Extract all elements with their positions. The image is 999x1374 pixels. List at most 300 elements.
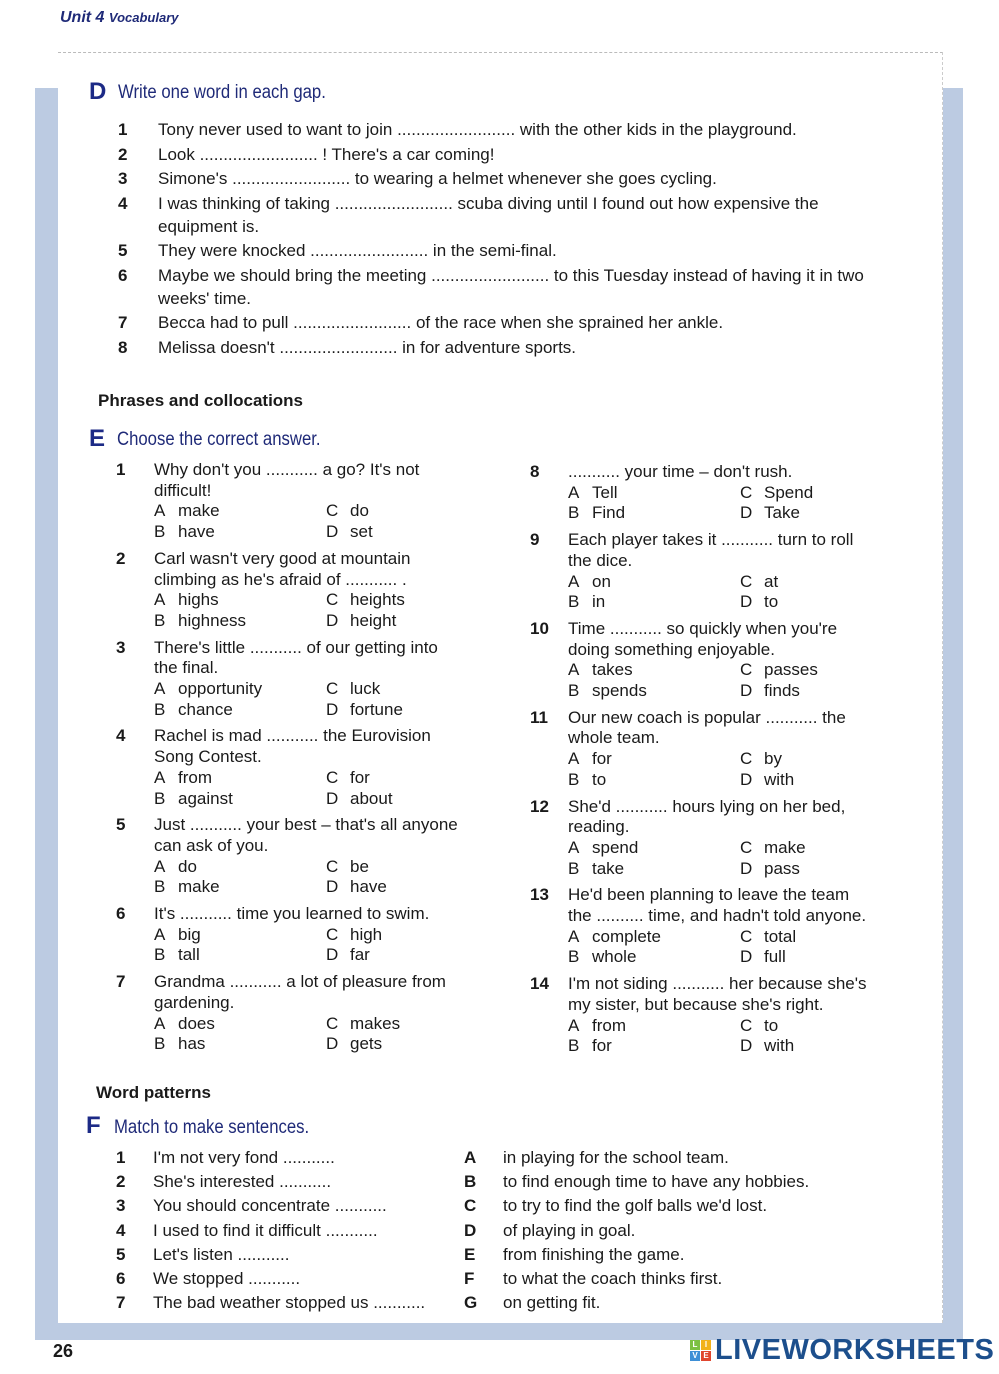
answer-option-c[interactable]	[326, 925, 476, 946]
option-letter: C	[326, 856, 339, 876]
question-body	[154, 972, 476, 1055]
item-number: 5	[118, 241, 128, 260]
question-item	[116, 460, 476, 543]
question-body	[154, 638, 476, 721]
sentence-ending[interactable]: in playing for the school team.	[503, 1148, 729, 1167]
option-letter: B	[154, 877, 166, 897]
question-text: It's ........... time you learned to swim.	[154, 904, 430, 924]
question-number: 5	[116, 815, 126, 835]
answer-option-b[interactable]	[154, 877, 326, 898]
option-text: from	[592, 1015, 626, 1035]
option-letter: D	[740, 592, 753, 612]
match-row	[116, 1148, 809, 1172]
answer-options	[568, 927, 890, 968]
question-number: 11	[530, 707, 548, 727]
question-number: 6	[116, 904, 126, 924]
answer-options	[154, 590, 476, 631]
section-e-right-column	[530, 462, 890, 1063]
question-body	[154, 726, 476, 809]
answer-option-a[interactable]	[568, 749, 740, 770]
answer-options	[568, 572, 890, 613]
option-text: total	[764, 926, 797, 946]
option-letter: B	[568, 592, 580, 612]
option-text: to	[764, 1015, 779, 1035]
option-text: Tell	[592, 482, 618, 502]
option-text: have	[350, 877, 387, 897]
answer-option-a[interactable]	[154, 1014, 326, 1035]
question-text: Grandma ........... a lot of pleasure from gardening.	[154, 972, 446, 1012]
option-letter: A	[568, 837, 580, 857]
question-body	[568, 619, 890, 702]
question-item	[530, 974, 890, 1057]
row-number: 2	[116, 1172, 126, 1192]
row-number: 5	[116, 1244, 126, 1264]
item-sentence: Simone's ......................... to wearing a helmet whenever she goes cycling.	[158, 169, 717, 188]
option-text: highs	[178, 590, 219, 610]
liveworksheets-logo	[690, 1334, 994, 1367]
answer-option-c[interactable]	[740, 749, 890, 770]
answer-option-c[interactable]	[326, 857, 476, 878]
answer-option-c[interactable]	[740, 838, 890, 859]
option-text: on	[592, 571, 611, 591]
answer-options	[154, 925, 476, 966]
answer-options	[568, 483, 890, 524]
question-body	[568, 974, 890, 1057]
match-row	[116, 1196, 809, 1220]
section-d-title: Write one word in each gap.	[118, 82, 326, 103]
option-text: take	[592, 858, 625, 878]
option-letter: C	[326, 679, 339, 699]
logo-tiles-icon	[690, 1340, 711, 1361]
answer-option-c[interactable]	[326, 679, 476, 700]
sentence-ending[interactable]: on getting fit.	[503, 1293, 601, 1313]
answer-option-a[interactable]	[154, 501, 326, 522]
option-text: make	[178, 501, 220, 521]
answer-option-b[interactable]	[154, 700, 326, 721]
item-sentence: Maybe we should bring the meeting ......................... to this Tuesday instead of having it in two weeks' time.	[158, 265, 864, 308]
option-text: heights	[350, 590, 405, 610]
ending-letter: B	[464, 1172, 477, 1192]
option-letter: B	[154, 610, 166, 630]
answer-option-b[interactable]	[568, 681, 740, 702]
option-text: Find	[592, 503, 626, 523]
answer-option-b[interactable]	[154, 611, 326, 632]
question-item	[530, 885, 890, 968]
word-patterns-heading: Word patterns	[96, 1083, 211, 1102]
question-item	[530, 797, 890, 880]
option-letter: C	[740, 571, 753, 591]
question-body	[568, 462, 890, 524]
answer-option-a[interactable]	[154, 857, 326, 878]
answer-option-c[interactable]	[740, 660, 890, 681]
option-letter: B	[154, 788, 166, 808]
gap-item	[118, 239, 898, 262]
answer-option-c[interactable]	[326, 501, 476, 522]
answer-option-b[interactable]	[154, 789, 326, 810]
answer-option-b[interactable]	[154, 945, 326, 966]
answer-option-a[interactable]	[568, 927, 740, 948]
question-body	[568, 708, 890, 791]
option-letter: C	[740, 749, 753, 769]
section-f-letter: F	[86, 1112, 101, 1139]
option-letter: A	[154, 856, 166, 876]
gap-item	[118, 143, 898, 166]
answer-option-c[interactable]	[740, 1016, 890, 1037]
sentence-start[interactable]: I'm not very fond ...........	[153, 1148, 335, 1167]
answer-option-c[interactable]	[740, 572, 890, 593]
row-number: 4	[116, 1220, 126, 1240]
question-text: Rachel is mad ........... the Eurovision Song Contest.	[154, 726, 431, 767]
answer-option-d[interactable]	[740, 592, 890, 613]
option-letter: C	[326, 767, 339, 787]
answer-option-a[interactable]	[568, 660, 740, 681]
row-number: 7	[116, 1293, 126, 1313]
sentence-start[interactable]: I used to find it difficult ...........	[153, 1220, 378, 1240]
option-text: fortune	[350, 699, 403, 719]
answer-options	[154, 1014, 476, 1055]
option-text: with	[764, 769, 795, 789]
option-text: against	[178, 788, 233, 808]
answer-option-b[interactable]	[568, 592, 740, 613]
option-letter: D	[740, 947, 753, 967]
option-text: complete	[592, 926, 661, 946]
sentence-start[interactable]: You should concentrate ...........	[153, 1196, 387, 1216]
item-sentence: They were knocked ......................... in the semi-final.	[158, 241, 557, 260]
answer-options	[154, 857, 476, 898]
option-text: luck	[350, 679, 381, 699]
sentence-ending[interactable]: to what the coach thinks first.	[503, 1268, 723, 1288]
section-label: Vocabulary	[108, 10, 179, 25]
option-letter: D	[740, 1036, 753, 1056]
gap-item	[118, 167, 898, 190]
item-number: 2	[118, 144, 128, 164]
option-letter: A	[154, 767, 166, 787]
option-text: from	[178, 767, 212, 787]
question-text: Why don't you ........... a go? It's not difficult!	[154, 460, 420, 500]
match-row	[116, 1172, 809, 1196]
answer-option-a[interactable]	[154, 679, 326, 700]
option-text: spend	[592, 837, 639, 857]
section-f-list	[116, 1148, 809, 1317]
option-letter: D	[740, 681, 753, 701]
gap-item	[118, 192, 898, 238]
answer-option-c[interactable]	[326, 590, 476, 611]
item-number: 4	[118, 193, 128, 213]
option-letter: B	[568, 769, 580, 789]
logo-tile: E	[701, 1351, 711, 1361]
answer-options	[154, 679, 476, 720]
answer-options	[568, 838, 890, 879]
question-text: He'd been planning to leave the team the .......... time, and hadn't told anyone.	[568, 885, 867, 926]
option-letter: A	[568, 482, 580, 502]
match-row	[116, 1269, 809, 1293]
match-row	[116, 1245, 809, 1269]
question-text: Each player takes it ........... turn to roll the dice.	[568, 530, 854, 570]
answer-option-d[interactable]	[326, 700, 476, 721]
answer-option-d[interactable]	[740, 947, 890, 968]
option-letter: C	[326, 1013, 339, 1033]
option-text: full	[764, 947, 786, 967]
item-number: 1	[118, 120, 128, 139]
answer-option-a[interactable]	[154, 590, 326, 611]
ending-letter: C	[464, 1196, 477, 1216]
gap-item	[118, 336, 898, 359]
answer-option-b[interactable]	[568, 1036, 740, 1057]
option-letter: B	[568, 503, 580, 523]
question-body	[154, 549, 476, 632]
option-letter: A	[568, 749, 580, 769]
option-text: tall	[178, 945, 200, 965]
option-text: passes	[764, 660, 818, 680]
logo-tile: L	[690, 1340, 700, 1350]
answer-option-b[interactable]	[568, 947, 740, 968]
option-letter: D	[326, 877, 339, 897]
section-e-title: Choose the correct answer.	[117, 429, 321, 450]
option-text: make	[764, 837, 806, 857]
gap-item	[118, 118, 898, 141]
option-letter: B	[568, 681, 580, 701]
question-item	[530, 619, 890, 702]
answer-option-a[interactable]	[568, 838, 740, 859]
question-text: Just ........... your best – that's all anyone can ask of you.	[154, 815, 458, 855]
answer-option-a[interactable]	[154, 768, 326, 789]
option-letter: C	[740, 1015, 753, 1035]
answer-option-c[interactable]	[740, 927, 890, 948]
option-text: pass	[764, 858, 800, 878]
option-text: opportunity	[178, 679, 263, 699]
question-body	[154, 460, 476, 543]
answer-option-d[interactable]	[740, 859, 890, 880]
sentence-ending[interactable]: to try to find the golf balls we'd lost.	[503, 1196, 768, 1216]
option-letter: C	[326, 501, 339, 521]
question-item	[116, 815, 476, 898]
option-letter: A	[154, 501, 166, 521]
question-number: 3	[116, 637, 126, 657]
question-number: 13	[530, 885, 549, 905]
sentence-ending[interactable]: of playing in goal.	[503, 1220, 636, 1240]
row-number: 6	[116, 1268, 126, 1288]
answer-options	[154, 768, 476, 809]
option-letter: B	[154, 522, 166, 542]
match-row	[116, 1293, 809, 1317]
logo-text: LIVEWORKSHEETS	[715, 1334, 995, 1366]
option-letter: C	[326, 924, 339, 944]
unit-header	[60, 9, 179, 27]
sentence-start[interactable]: We stopped ...........	[153, 1268, 301, 1288]
question-text: Carl wasn't very good at mountain climbing as he's afraid of ........... .	[154, 548, 411, 589]
option-text: has	[178, 1034, 206, 1054]
option-letter: D	[740, 769, 753, 789]
question-number: 9	[530, 530, 540, 550]
sentence-start[interactable]: The bad weather stopped us ...........	[153, 1293, 426, 1313]
question-item	[116, 549, 476, 632]
option-letter: D	[326, 699, 339, 719]
option-text: do	[350, 501, 369, 521]
option-text: make	[178, 877, 220, 897]
option-letter: C	[740, 660, 753, 680]
section-d-list	[118, 118, 898, 360]
option-text: highness	[178, 610, 247, 630]
option-letter: A	[568, 571, 580, 591]
question-item	[116, 972, 476, 1055]
option-text: big	[178, 924, 201, 944]
option-text: have	[178, 522, 215, 542]
page-number: 26	[53, 1341, 74, 1361]
answer-options	[568, 749, 890, 790]
option-text: Take	[764, 503, 800, 523]
option-letter: A	[154, 924, 166, 944]
option-text: set	[350, 522, 373, 542]
question-body	[568, 885, 890, 968]
option-text: finds	[764, 681, 800, 701]
row-number: 1	[116, 1148, 126, 1167]
answer-option-a[interactable]	[568, 572, 740, 593]
answer-option-c[interactable]	[740, 483, 890, 504]
question-number: 2	[116, 548, 126, 568]
question-number: 7	[116, 972, 126, 992]
option-text: do	[178, 856, 197, 876]
question-text: I'm not siding ........... her because she's my sister, but because she's right.	[568, 974, 867, 1014]
item-sentence: Tony never used to want to join ......................... with the other kids in the playground.	[158, 120, 797, 139]
option-text: to	[592, 769, 607, 789]
question-number: 8	[530, 462, 540, 481]
answer-option-c[interactable]	[326, 768, 476, 789]
option-letter: B	[568, 1036, 580, 1056]
option-letter: A	[568, 660, 580, 680]
option-letter: A	[568, 1015, 580, 1035]
option-letter: A	[154, 679, 166, 699]
item-sentence: Melissa doesn't ......................... in for adventure sports.	[158, 337, 577, 357]
answer-option-d[interactable]	[326, 522, 476, 543]
answer-option-a[interactable]	[568, 1016, 740, 1037]
option-text: far	[350, 945, 370, 965]
option-text: with	[764, 1036, 795, 1056]
option-letter: D	[326, 1034, 339, 1054]
option-text: to	[764, 592, 779, 612]
row-number: 3	[116, 1196, 126, 1216]
item-number: 8	[118, 337, 128, 357]
answer-option-d[interactable]	[740, 770, 890, 791]
item-sentence: I was thinking of taking ......................... scuba diving until I found out how expensive the equipment is.	[158, 193, 819, 236]
sentence-start[interactable]: Let's listen ...........	[153, 1244, 290, 1264]
question-text: ........... your time – don't rush.	[568, 462, 793, 481]
match-row	[116, 1221, 809, 1245]
answer-option-d[interactable]	[740, 1036, 890, 1057]
question-item	[530, 530, 890, 613]
question-number: 1	[116, 460, 126, 479]
question-item	[116, 638, 476, 721]
option-letter: D	[326, 522, 339, 542]
section-e-letter: E	[89, 425, 106, 452]
ending-letter: E	[464, 1244, 476, 1264]
answer-option-c[interactable]	[326, 1014, 476, 1035]
question-item	[530, 462, 890, 524]
question-text: Time ........... so quickly when you're doing something enjoyable.	[568, 618, 838, 659]
question-number: 10	[530, 618, 549, 638]
option-text: gets	[350, 1034, 383, 1054]
answer-options	[154, 501, 476, 542]
question-body	[154, 815, 476, 898]
option-letter: B	[568, 858, 580, 878]
option-text: in	[592, 592, 606, 612]
sentence-ending[interactable]: from finishing the game.	[503, 1244, 685, 1264]
ending-letter: F	[464, 1268, 475, 1288]
sentence-start[interactable]: She's interested ...........	[153, 1172, 332, 1192]
ending-letter: D	[464, 1220, 477, 1240]
option-letter: D	[740, 858, 753, 878]
option-text: Spend	[764, 482, 814, 502]
answer-option-d[interactable]	[326, 611, 476, 632]
option-text: height	[350, 610, 397, 630]
option-text: takes	[592, 660, 633, 680]
question-text: There's little ........... of our getting into the final.	[154, 637, 438, 678]
answer-option-b[interactable]	[568, 859, 740, 880]
option-text: for	[350, 767, 370, 787]
item-number: 6	[118, 265, 128, 285]
ending-letter: G	[464, 1293, 478, 1313]
option-letter: D	[326, 610, 339, 630]
question-number: 14	[530, 974, 549, 994]
question-text: Our new coach is popular ........... the whole team.	[568, 707, 846, 748]
section-d-letter: D	[89, 78, 107, 105]
item-sentence: Look ......................... ! There's a car coming!	[158, 144, 495, 164]
question-body	[154, 904, 476, 966]
answer-option-d[interactable]	[326, 789, 476, 810]
answer-option-b[interactable]	[154, 522, 326, 543]
answer-option-d[interactable]	[740, 681, 890, 702]
section-f-title: Match to make sentences.	[114, 1117, 310, 1138]
option-letter: D	[740, 503, 753, 523]
option-letter: A	[154, 1013, 166, 1033]
answer-option-a[interactable]	[154, 925, 326, 946]
phrases-heading: Phrases and collocations	[98, 391, 304, 410]
option-text: be	[350, 856, 369, 876]
option-text: high	[350, 924, 383, 944]
logo-tile: I	[701, 1340, 711, 1350]
sentence-ending[interactable]: to find enough time to have any hobbies.	[503, 1172, 810, 1192]
item-number: 3	[118, 169, 128, 188]
answer-option-a[interactable]	[568, 483, 740, 504]
option-text: for	[592, 749, 612, 769]
question-item	[116, 726, 476, 809]
option-text: by	[764, 749, 782, 769]
question-body	[568, 797, 890, 880]
ending-letter: A	[464, 1148, 477, 1167]
option-text: does	[178, 1013, 215, 1033]
answer-option-b[interactable]	[568, 503, 740, 524]
option-text: for	[592, 1036, 612, 1056]
answer-options	[568, 660, 890, 701]
answer-option-d[interactable]	[326, 1034, 476, 1055]
question-number: 4	[116, 726, 126, 746]
section-e-left-column	[116, 460, 476, 1061]
answer-option-b[interactable]	[568, 770, 740, 791]
answer-option-b[interactable]	[154, 1034, 326, 1055]
option-text: makes	[350, 1013, 401, 1033]
answer-option-d[interactable]	[740, 503, 890, 524]
logo-tile: V	[690, 1351, 700, 1361]
option-text: spends	[592, 681, 647, 701]
option-letter: B	[154, 1034, 166, 1054]
option-text: chance	[178, 699, 233, 719]
question-item	[116, 904, 476, 966]
answer-option-d[interactable]	[326, 877, 476, 898]
option-letter: B	[568, 947, 580, 967]
option-letter: C	[326, 590, 339, 610]
option-letter: D	[326, 788, 339, 808]
answer-option-d[interactable]	[326, 945, 476, 966]
gap-item	[118, 264, 898, 310]
